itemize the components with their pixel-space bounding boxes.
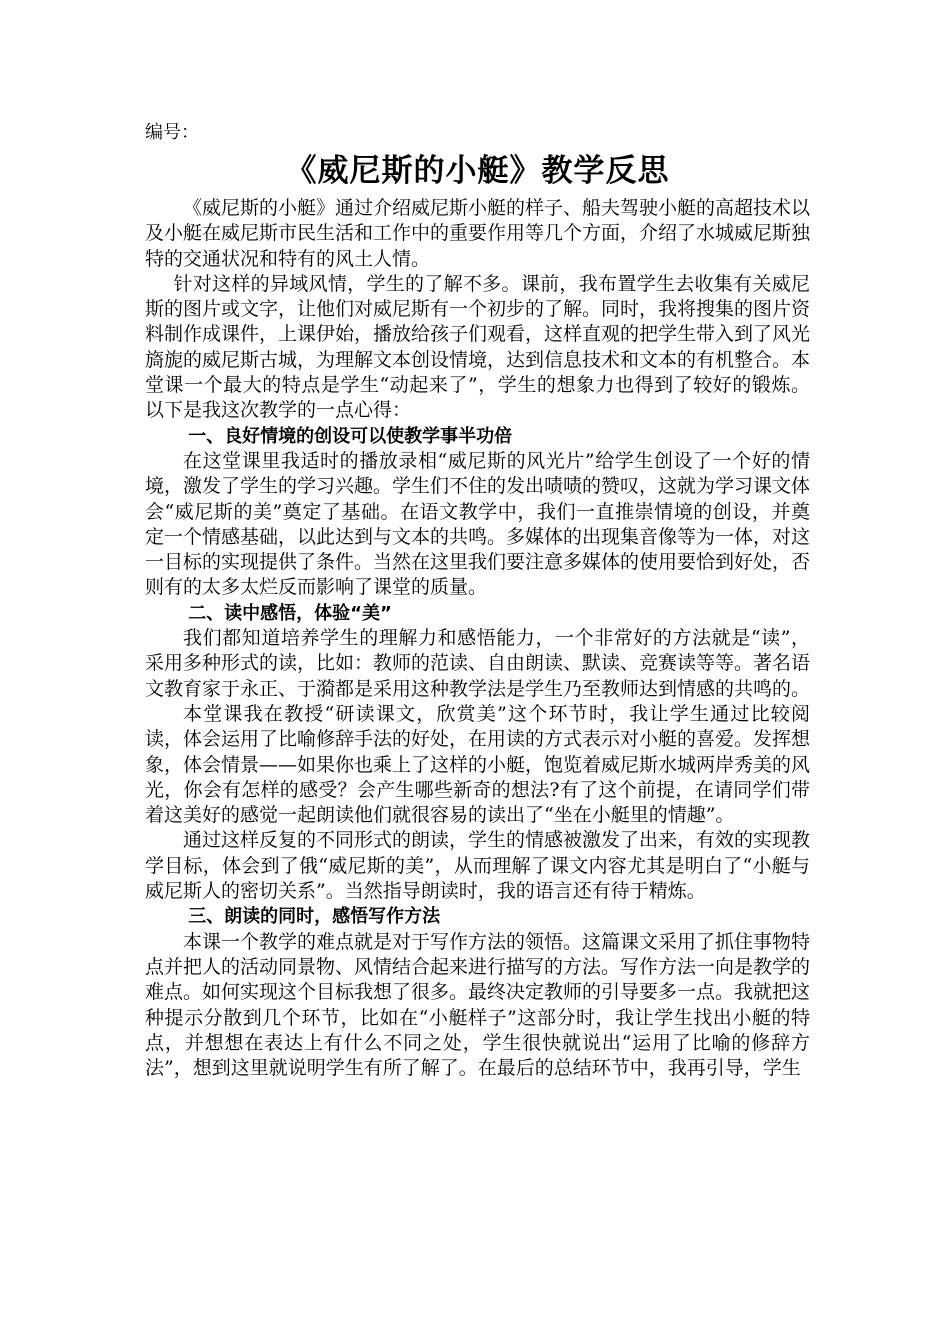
intro-paragraph: 《威尼斯的小艇》通过介绍威尼斯小艇的样子、船夫驾驶小艇的高超技术以及小艇在威尼斯市民生活和工作中的重要作用等几个方面，介绍了水城威尼斯独特的交通状况和特有的风土人情。: [145, 197, 811, 270]
body-paragraph: 本堂课我在教授“研读课文，欣赏美”这个环节时，我让学生通过比较阅读，体会运用了比喻修辞手法的好处，在用读的方式表示对小艇的喜爱。发挥想象，体会情景——如果你也乘上了这样的小艇，饱览着威尼斯水城两岸秀美的风光，你会有怎样的感受？会产生哪些新奇的想法?有了这个前提，在请同学们带着这美好的感觉一起朗读他们就很容易的读出了“坐在小艇里的情趣”。: [145, 702, 811, 827]
section-heading: 三、朗读的同时，感悟写作方法: [188, 906, 441, 928]
body-paragraph: 通过这样反复的不同形式的朗读，学生的情感被激发了出来，有效的实现教学目标，体会到了俄“威尼斯的美”，从而理解了课文内容尤其是明白了“小艇与威尼斯人的密切关系”。当然指导朗读时，我的语言还有待于精炼。: [145, 829, 811, 903]
section-heading: 一、良好情境的创设可以使教学事半功倍: [188, 425, 513, 447]
document-number-label: 编号：: [145, 122, 199, 143]
body-paragraph: 在这堂课里我适时的播放录相“威尼斯的风光片”给学生创设了一个好的情境，激发了学生的学习兴趣。学生们不住的发出啧啧的赞叹，这就为学习课文体会“威尼斯的美”奠定了基础。在语文教学中，我们一直推崇情境的创设，并奠定一个情感基础，以此达到与文本的共鸣。多媒体的出现集音像等为一体，对这一目标的实现提供了条件。当然在这里我们要注意多媒体的使用要恰到好处，否则有的太多太烂反而影响了课堂的质量。: [145, 449, 811, 599]
intro-paragraph: 针对这样的异域风情，学生的了解不多。课前，我布置学生去收集有关威尼斯的图片或文字，让他们对威尼斯有一个初步的了解。同时，我将搜集的图片资料制作成课件，上课伊始，播放给孩子们观看，这样直观的把学生带入到了风光旖旎的威尼斯古城，为理解文本创设情境，达到信息技术和文本的有机整合。本堂课一个最大的特点是学生“动起来了”，学生的想象力也得到了较好的锻炼。以下是我这次教学的一点心得：: [145, 272, 811, 422]
document-title: 《威尼斯的小艇》教学反思: [285, 153, 670, 189]
document-page: [145, 120, 810, 1081]
section-heading: 二、读中感悟，体验“美”: [188, 602, 392, 624]
body-paragraph: 本课一个教学的难点就是对于写作方法的领悟。这篇课文采用了抓住事物特点并把人的活动同景物、风情结合起来进行描写的方法。写作方法一向是教学的难点。如何实现这个目标我想了很多。最终决定教师的引导要多一点。我就把这种提示分散到几个环节，比如在“小艇样子”这部分时，我让学生找出小艇的特点，并想想在表达上有什么不同之处，学生很快就说出“运用了比喻的修辞方法”，想到这里就说明学生有所了解了。在最后的总结环节中，我再引导，学生: [145, 930, 811, 1080]
body-paragraph: 我们都知道培养学生的理解力和感悟能力，一个非常好的方法就是“读”，采用多种形式的读，比如：教师的范读、自由朗读、默读、竞赛读等等。著名语文教育家于永正、于漪都是采用这种教学法是学生乃至教师达到情感的共鸣的。: [145, 627, 811, 700]
